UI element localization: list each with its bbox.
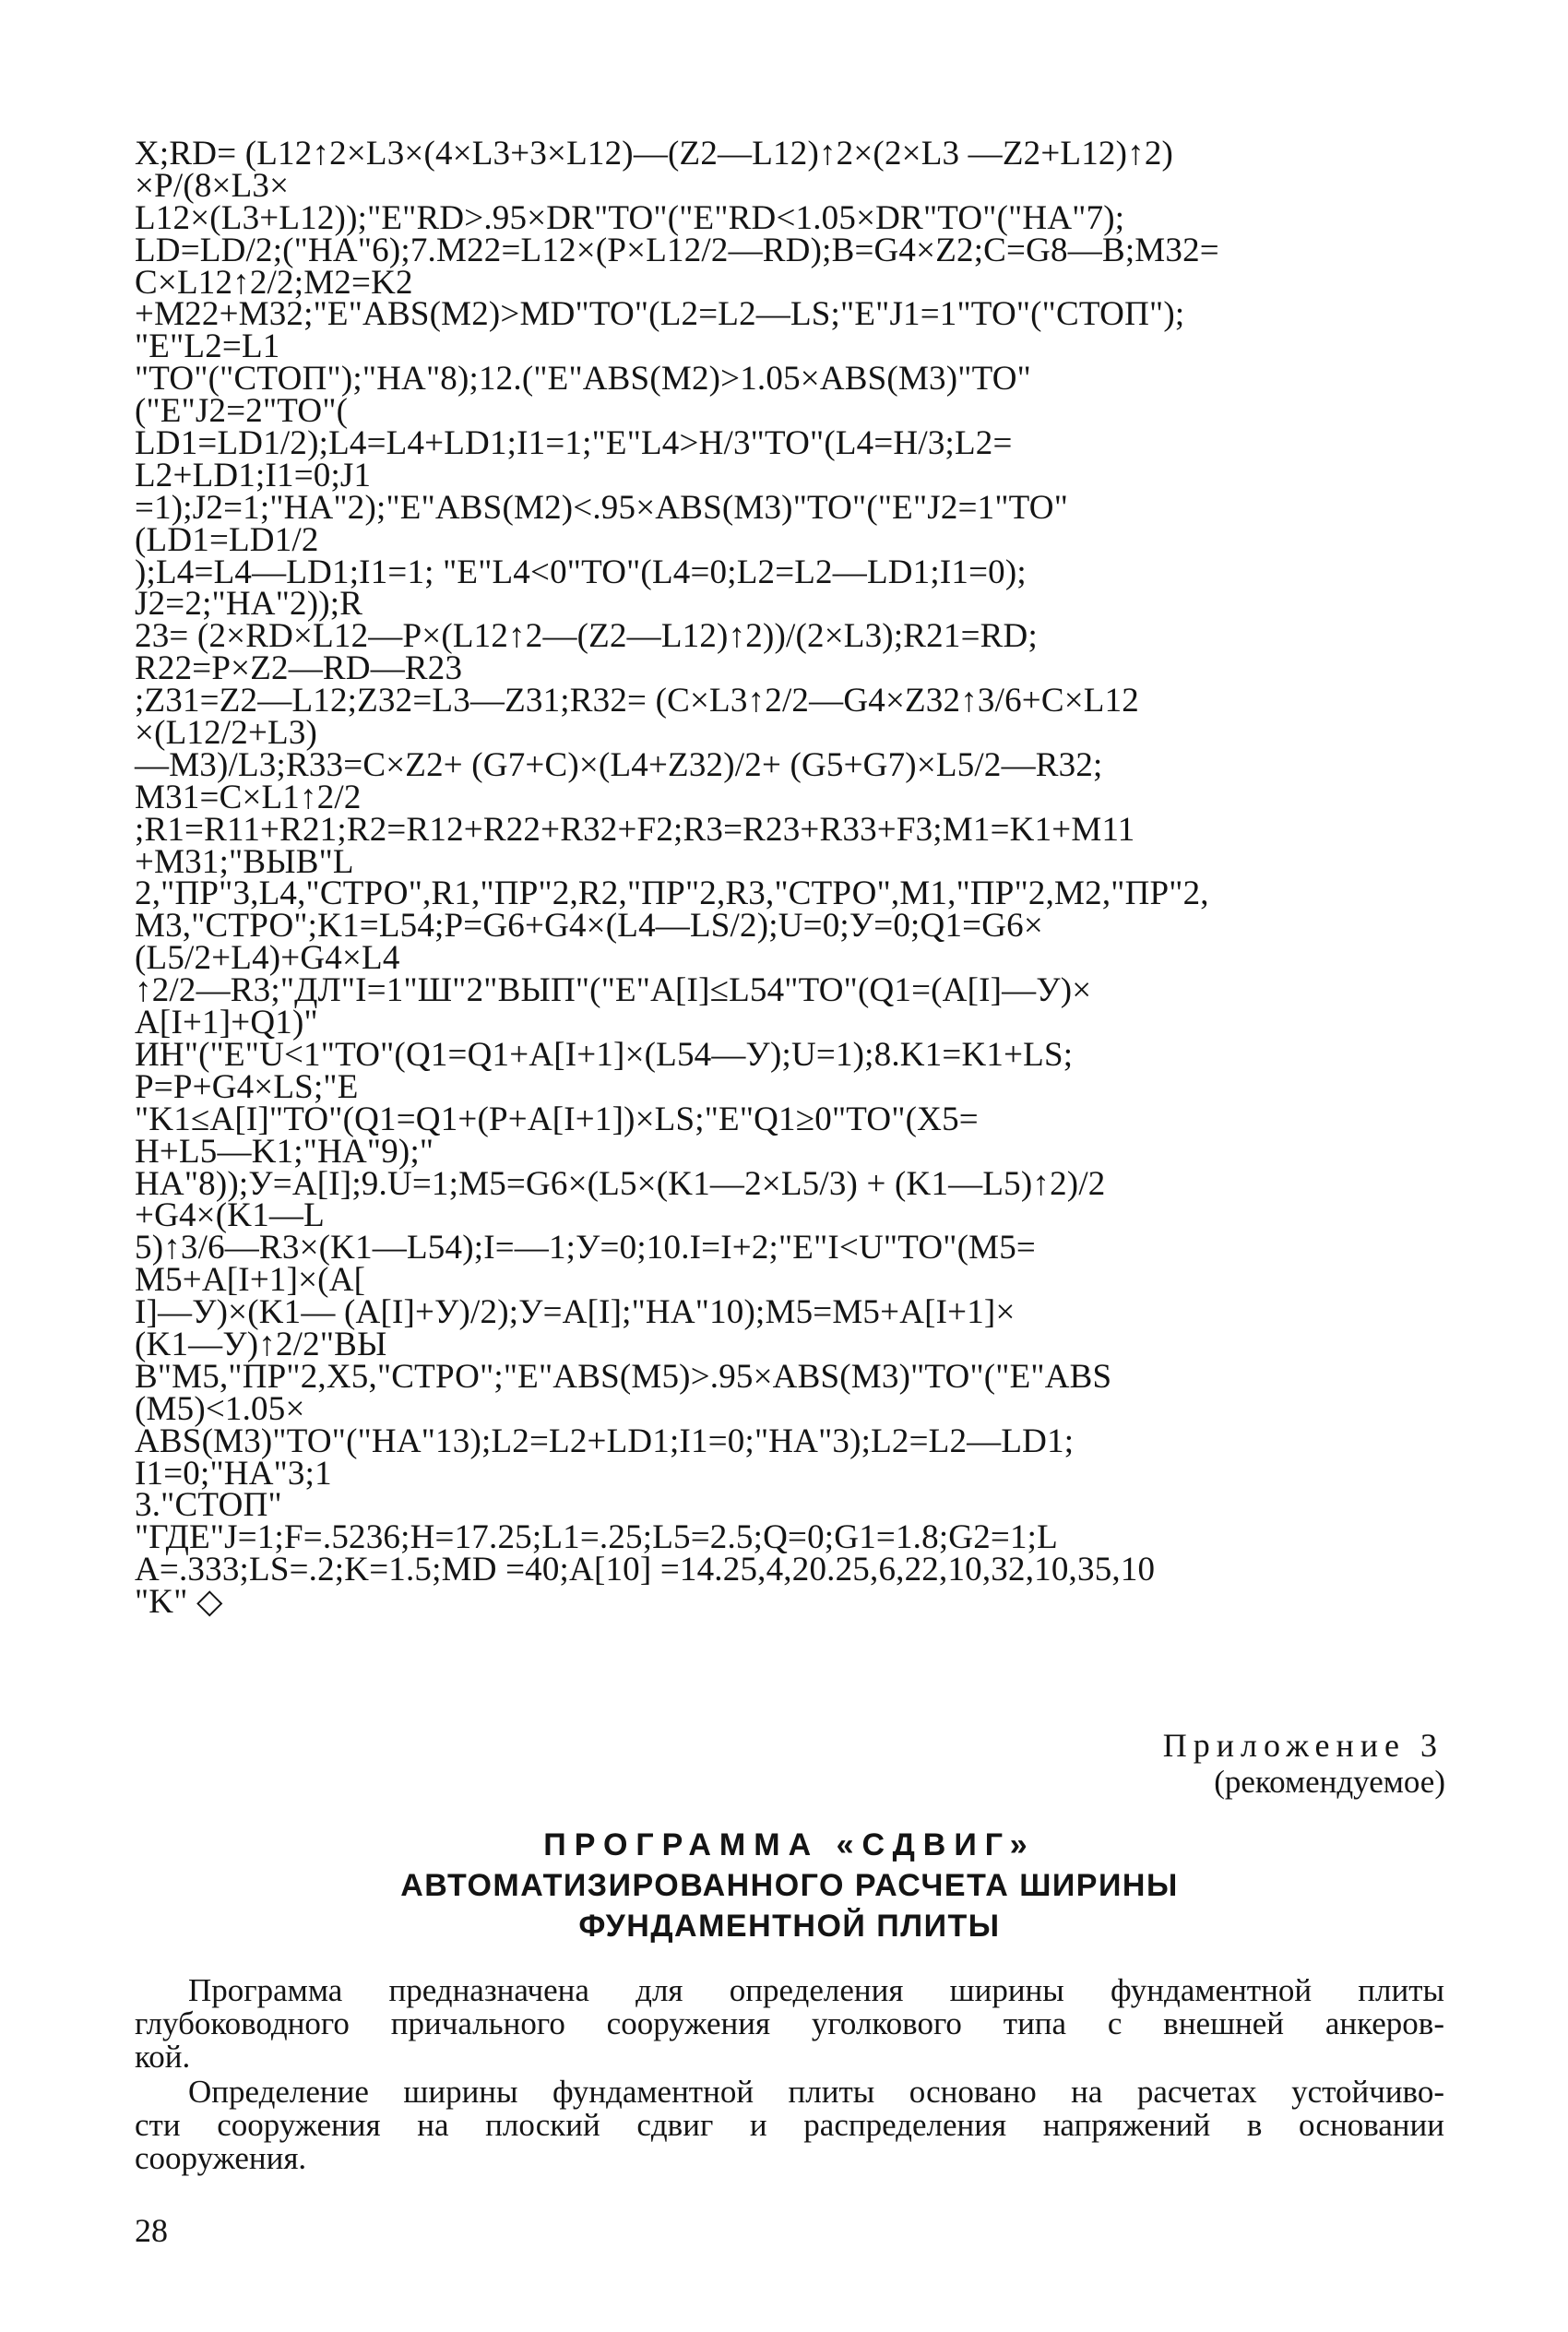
code-line: +M31;"ВЫВ"L <box>135 842 354 881</box>
code-line: M5+A[I+1]×(A[ <box>135 1261 366 1300</box>
code-line: 23= (2×RD×L12—P×(L12↑2—(Z2—L12)↑2))/(2×L3);R21=RD; <box>135 617 1038 656</box>
code-line: C×L12↑2/2;M2=K2 <box>135 263 413 302</box>
code-line: +M22+M32;"E"ABS(M2)>MD"TO"(L2=L2—LS;"E"J1=1"TO"("СТОП"); <box>135 295 1185 334</box>
program-code-listing <box>135 135 1444 1622</box>
paragraph-line: Программа предназначена для определения ширины фундаментной плиты <box>188 1972 1444 2008</box>
code-line: LD1=LD1/2);L4=L4+LD1;I1=1;"E"L4>H/3"TO"(L4=H/3;L2= <box>135 424 1013 463</box>
code-line: (L5/2+L4)+G4×L4 <box>135 939 400 978</box>
code-line: 3."СТОП" <box>135 1486 282 1525</box>
code-line: );L4=L4—LD1;I1=1; "E"L4<0"TO"(L4=0;L2=L2—LD1;I1=0); <box>135 553 1027 591</box>
code-line: "TO"("СТОП");"HA"8);12.("E"ABS(M2)>1.05×ABS(M3)"TO" <box>135 360 1031 399</box>
code-line: L12×(L3+L12));"E"RD>.95×DR"TO"("E"RD<1.05×DR"TO"("HA"7); <box>135 198 1125 237</box>
code-line: (M5)<1.05× <box>135 1389 305 1428</box>
section-subtitle-line-2: ФУНДАМЕНТНОЙ ПЛИТЫ <box>578 1909 1001 1944</box>
paragraph-purpose <box>135 1974 1444 2074</box>
code-line: I]—У)×(K1— (A[I]+У)/2);У=A[I];"HA"10);M5=M5+A[I+1]× <box>135 1293 1016 1332</box>
code-line: I1=0;"HA"3;1 <box>135 1454 332 1493</box>
code-line: =1);J2=1;"HA"2);"E"ABS(M2)<.95×ABS(M3)"TO"("E"J2=1"TO" <box>135 488 1069 527</box>
code-line: ИН"("E"U<1"TO"(Q1=Q1+A[I+1]×(L54—У);U=1);8.K1=K1+LS; <box>135 1035 1074 1074</box>
code-line: —M3)/L3;R33=C×Z2+ (G7+C)×(L4+Z32)/2+ (G5+G7)×L5/2—R32; <box>135 745 1103 784</box>
section-subtitle-line-1: АВТОМАТИЗИРОВАННОГО РАСЧЕТА ШИРИНЫ <box>400 1868 1179 1903</box>
code-line: A[I+1]+Q1)" <box>135 1004 318 1042</box>
code-line: ×(L12/2+L3) <box>135 714 318 753</box>
code-line: L2+LD1;I1=0;J1 <box>135 456 372 494</box>
code-line: J2=2;"HA"2));R <box>135 585 363 624</box>
code-line: M31=C×L1↑2/2 <box>135 778 362 816</box>
code-line: "E"L2=L1 <box>135 327 280 366</box>
code-line: A=.333;LS=.2;K=1.5;MD =40;A[10] =14.25,4,20.25,6,22,10,32,10,35,10 <box>135 1551 1156 1589</box>
paragraph-line: сти сооружения на плоский сдвиг и распределения напряжений в основании <box>135 2107 1444 2143</box>
page-number: 28 <box>135 2212 168 2249</box>
paragraph-line: Определение ширины фундаментной плиты основано на расчетах устойчиво- <box>188 2074 1444 2110</box>
code-line: R22=P×Z2—RD—R23 <box>135 649 463 688</box>
code-line: ×P/(8×L3× <box>135 166 290 205</box>
code-line: ;Z31=Z2—L12;Z32=L3—Z31;R32= (C×L3↑2/2—G4×Z32↑3/6+C×L12 <box>135 682 1140 720</box>
code-line: В"M5,"ПР"2,X5,"СТРО";"E"ABS(M5)>.95×ABS(M3)"TO"("E"ABS <box>135 1357 1112 1396</box>
code-line: M3,"СТРО";K1=L54;P=G6+G4×(L4—LS/2);U=0;У=0;Q1=G6× <box>135 907 1043 946</box>
paragraph-line: глубоководного причального сооружения уголкового типа с внешней анкеров- <box>135 2005 1444 2041</box>
code-line: LD=LD/2;("HA"6);7.M22=L12×(P×L12/2—RD);B=G4×Z2;C=G8—B;M32= <box>135 231 1219 269</box>
code-line: "K" ◇ <box>135 1583 223 1622</box>
appendix-label: Приложение 3 <box>1162 1727 1443 1764</box>
code-line: HA"8));У=A[I];9.U=1;M5=G6×(L5×(K1—2×L5/3) + (K1—L5)↑2)/2 <box>135 1164 1106 1203</box>
code-line: "ГДЕ"J=1;F=.5236;H=17.25;L1=.25;L5=2.5;Q=0;G1=1.8;G2=1;L <box>135 1518 1058 1557</box>
code-line: "K1≤A[I]"TO"(Q1=Q1+(P+A[I+1])×LS;"E"Q1≥0"TO"(X5= <box>135 1100 979 1138</box>
paragraph-method <box>135 2076 1444 2175</box>
paragraph-line: сооружения. <box>135 2140 307 2176</box>
paragraph-line: кой. <box>135 2039 191 2075</box>
code-line: ;R1=R11+R21;R2=R12+R22+R32+F2;R3=R23+R33+F3;M1=K1+M11 <box>135 810 1135 849</box>
code-line: P=P+G4×LS;"E <box>135 1067 359 1106</box>
section-title: ПРОГРАММА «СДВИГ» <box>543 1827 1036 1862</box>
code-line: (LD1=LD1/2 <box>135 520 319 559</box>
code-line: (K1—У)↑2/2"ВЫ <box>135 1325 387 1363</box>
code-line: X;RD= (L12↑2×L3×(4×L3+3×L12)—(Z2—L12)↑2×(2×L3 —Z2+L12)↑2) <box>135 135 1174 173</box>
code-line: 5)↑3/6—R3×(K1—L54);I=—1;У=0;10.I=I+2;"E"I<U"TO"(M5= <box>135 1229 1036 1267</box>
code-line: +G4×(K1—L <box>135 1196 325 1235</box>
code-line: ABS(M3)"TO"("HA"13);L2=L2+LD1;I1=0;"HA"3);L2=L2—LD1; <box>135 1422 1075 1460</box>
code-line: 2,"ПР"3,L4,"СТРО",R1,"ПР"2,R2,"ПР"2,R3,"СТРО",M1,"ПР"2,M2,"ПР"2, <box>135 874 1209 913</box>
appendix-note: (рекомендуемое) <box>1214 1764 1445 1800</box>
code-line: ("E"J2=2"TO"( <box>135 392 349 431</box>
code-line: H+L5—K1;"HA"9);" <box>135 1132 434 1171</box>
code-line: ↑2/2—R3;"ДЛ"I=1"Ш"2"ВЫП"("E"A[I]≤L54"TO"(Q1=(A[I]—У)× <box>135 971 1092 1010</box>
